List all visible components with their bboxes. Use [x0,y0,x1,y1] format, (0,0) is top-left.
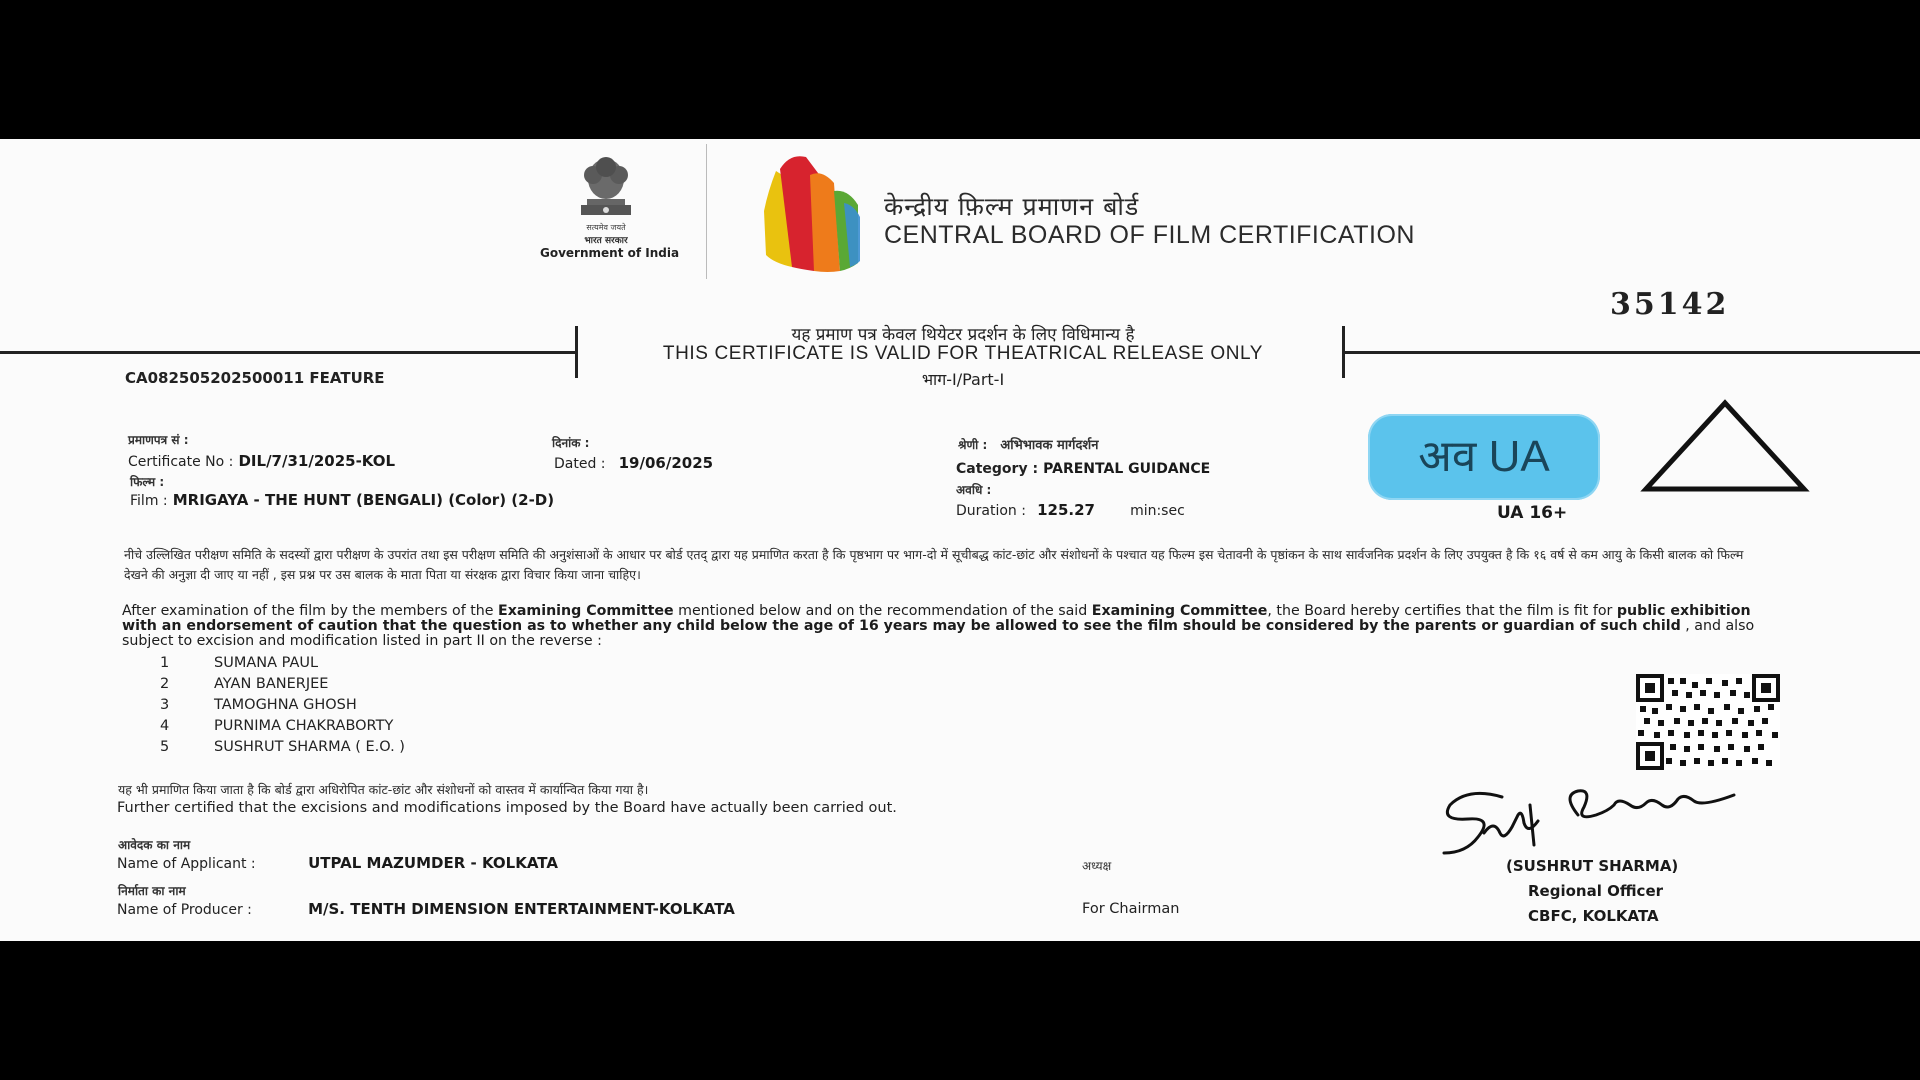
certificate-document [0,139,1920,941]
list-item [160,697,405,718]
triangle-icon [1640,397,1810,497]
para-en-part: mentioned below and on the recommendation of the said [673,603,1092,619]
chairman-label-hindi: अध्यक्ष [1082,859,1112,873]
triangle-symbol [1640,397,1810,501]
member-name: SUSHRUT SHARMA ( E.O. ) [214,739,405,755]
producer-row [117,899,735,918]
board-name-hindi: केन्द्रीय फ़िल्म प्रमाणन बोर्ड [884,192,1140,221]
member-number: 3 [160,697,170,713]
para-en-bold: Examining Committee [1091,603,1268,619]
film-row [130,490,554,509]
band-bracket-left [575,326,578,378]
member-name: AYAN BANERJEE [214,676,329,692]
applicant-value: UTPAL MAZUMDER - KOLKATA [308,854,558,872]
list-item [160,676,405,697]
date-label-hindi: दिनांक : [552,436,590,450]
category-label-hindi: श्रेणी : [958,438,988,452]
signatory-office: CBFC, KOLKATA [1528,907,1659,925]
validity-english: THIS CERTIFICATE IS VALID FOR THEATRICAL RELEASE ONLY [662,343,1264,364]
rating-label: UA 16+ [1497,503,1568,523]
para-en-part: After examination of the film by the members of the [122,603,498,619]
category-hindi-row [958,434,1098,453]
cert-no-label-hindi: प्रमाणपत्र सं : [128,433,189,447]
signatory-name: (SUSHRUT SHARMA) [1506,857,1679,875]
category-value-hindi: अभिभावक मार्गदर्शन [1000,438,1099,453]
further-certified-hindi: यह भी प्रमाणित किया जाता है कि बोर्ड द्वारा अधिरोपित कांट-छांट और संशोधनों को वास्तव में कार्यान्वित किया गया है। [118,782,649,797]
date-value: 19/06/2025 [618,454,714,472]
cert-no-value: DIL/7/31/2025-KOL [238,452,396,470]
committee-members-list [160,655,405,760]
date-row [554,453,713,472]
validity-part: भाग-I/Part-I [921,370,1005,389]
emblem-hindi: भारत सरकार [584,236,628,246]
cbfc-logo-icon [758,151,866,275]
member-name: TAMOGHNA GHOSH [214,697,357,713]
cert-no-label: Certificate No : [128,454,234,470]
band-line-right [1342,351,1920,354]
member-name: SUMANA PAUL [214,655,319,671]
producer-value: M/S. TENTH DIMENSION ENTERTAINMENT-KOLKATA [308,900,735,918]
handwritten-signature-icon [1438,775,1738,859]
government-emblem [540,151,680,260]
category-label: Category : [956,461,1039,477]
certification-text-english [122,604,1772,649]
film-label: Film : [130,493,168,509]
producer-label: Name of Producer : [117,902,252,918]
para-en-bold: public exhibition with an endorsement of caution that the question as to whether any child below the age of 16 years may be allowed to see the film should be considered by the parents or guardian of such child [122,603,1751,634]
cbfc-logo [758,151,866,279]
qr-code [1636,674,1780,774]
duration-label-hindi: अवधि : [956,483,992,497]
cert-no-row [128,451,395,470]
member-number: 1 [160,655,170,671]
applicant-label-hindi: आवेदक का नाम [118,838,191,852]
application-code: CA082505202500011 FEATURE [125,369,385,387]
duration-row [956,500,1185,519]
signatory-role: Regional Officer [1528,882,1664,900]
producer-label-hindi: निर्माता का नाम [118,884,186,898]
date-label: Dated : [554,456,606,472]
category-value: PARENTAL GUIDANCE [1043,461,1211,477]
duration-label: Duration : [956,503,1026,519]
emblem-motto: सत्यमेव जयते [586,223,626,232]
film-label-hindi: फिल्म : [130,475,165,489]
certification-text-hindi: नीचे उल्लिखित परीक्षण समिति के सदस्यों द्वारा परीक्षण के उपरांत तथा इस परीक्षण समिति की अनुशंसाओं के आधार पर बोर्ड एतद् द्वारा यह प्रमाणित करता है कि पृष्ठभाग पर भाग-दो में सूचीबद्ध कांट-छांट और संशोधनों के पश्चात यह फिल्म इस चेतावनी के पृष्ठांकन के साथ सार्वजनिक प्रदर्शन के लिए उपयुक्त है कि १६ वर्ष से कम आयु के किसी बालक को फिल्म देखने की अनुज्ञा दी जाए या नहीं , इस प्रश्न पर उस बालक के माता पिता या संरक्षक द्वारा विचार किया जाना चाहिए। [124,547,1744,582]
member-number: 5 [160,739,170,755]
header-divider [706,144,707,279]
member-number: 4 [160,718,170,734]
list-item [160,739,405,760]
member-name: PURNIMA CHAKRABORTY [214,718,394,734]
member-number: 2 [160,676,170,692]
band-line-left [0,351,577,354]
duration-value: 125.27 [1037,501,1095,519]
signature [1438,775,1738,863]
emblem-caption: Government of India [540,246,680,260]
film-title: MRIGAYA - THE HUNT (BENGALI) (Color) (2-D) [172,491,555,509]
para-en-bold: Examining Committee [498,603,674,619]
qr-code-icon [1636,674,1780,770]
para-en-part: , and also subject to excision and modification listed in part II on the reverse : [122,618,1755,649]
rating-badge: अव UA [1368,414,1600,500]
list-item [160,655,405,676]
category-row [956,458,1210,477]
further-certified-english: Further certified that the excisions and modifications imposed by the Board have actually been carried out. [117,800,897,816]
list-item [160,718,405,739]
applicant-label: Name of Applicant : [117,856,256,872]
para-en-part: , the Board hereby certifies that the film is fit for [1267,603,1617,619]
board-name-english: CENTRAL BOARD OF FILM CERTIFICATION [884,221,1415,249]
validity-hindi: यह प्रमाण पत्र केवल थियेटर प्रदर्शन के लिए विधिमान्य है [791,325,1135,345]
lion-capital-icon [571,151,641,221]
applicant-row [117,853,558,872]
duration-unit: min:sec [1130,503,1185,519]
serial-number: 35142 [1610,287,1730,322]
chairman-label: For Chairman [1082,901,1180,917]
